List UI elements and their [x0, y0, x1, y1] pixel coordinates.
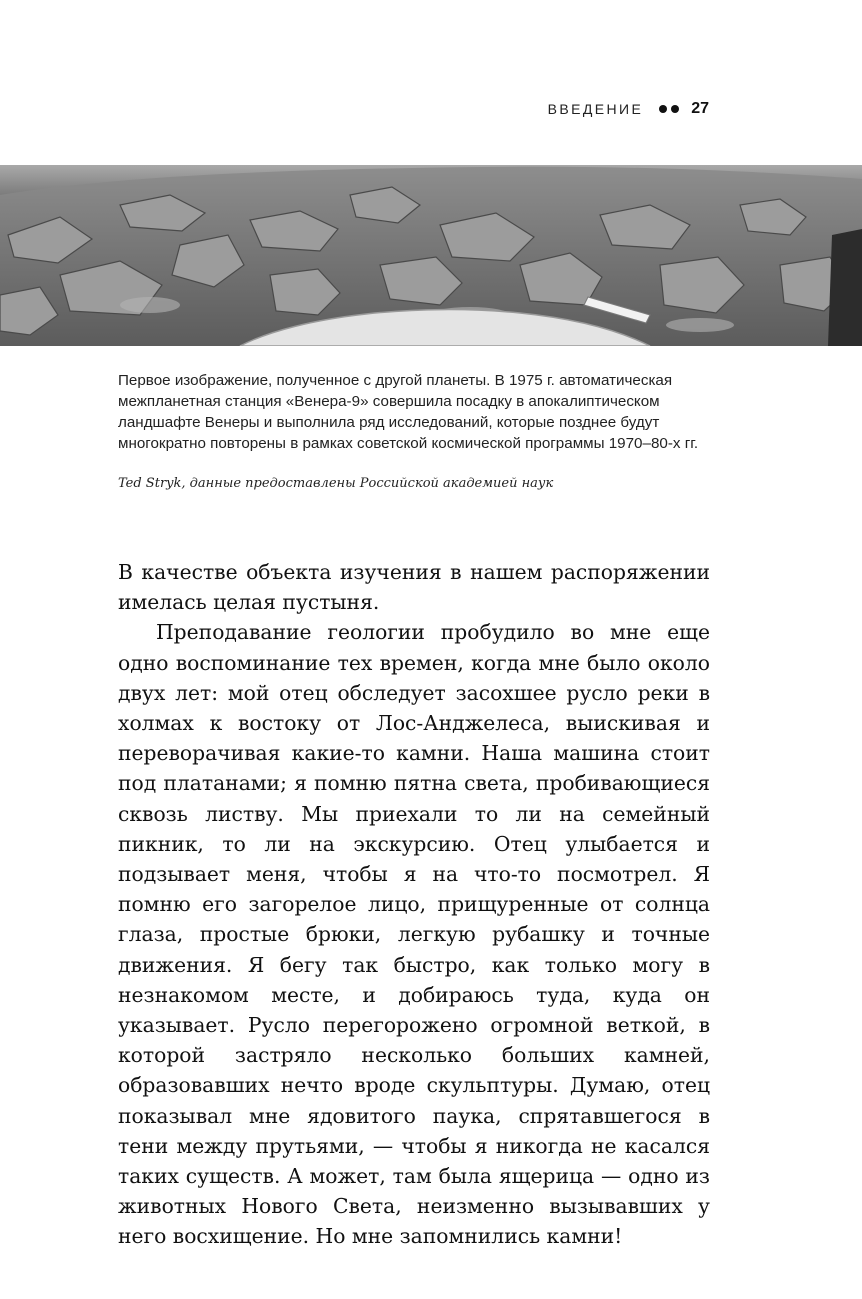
paragraph: Преподавание геологии пробудило во мне еще одно воспоминание тех времен, когда мне было около двух лет: мой отец обследует засохшее русло реки в холмах к востоку от Лос-Анджелеса, выискивая и переворачивая какие-то камни. Наша машина стоит под платанами; я помню пятна света, пробивающиеся сквозь листву. Мы приехали то ли на семейный пикник, то ли на экскурсию. Отец улыбается и подзывает меня, чтобы я на что-то посмотрел. Я помню его загорелое лицо, прищуренные от солнца глаза, простые брюки, легкую рубашку и точные движения. Я бегу так быстро, как только могу в незнакомом месте, и добираюсь туда, куда он указывает. Русло перегорожено огромной веткой, в которой застряло несколько больших камней, образовавших нечто вроде скульптуры. Думаю, отец показывал мне ядовитого паука, спрятавшегося в тени между прутьями, — чтобы я никогда не касался таких существ. А может, там была ящерица — одно из животных Нового Света, неизменно вызывавших у него восхищение. Но мне запомнились камни!: [118, 620, 710, 1249]
dot-icon: [671, 105, 679, 113]
page-number: 27: [691, 100, 709, 117]
paragraph: В качестве объекта изучения в нашем распоряжении имелась целая пустыня.: [118, 560, 710, 615]
main-text: [118, 557, 710, 1252]
venus-surface-photo: [0, 165, 862, 346]
dot-icon: [659, 105, 667, 113]
section-title: ВВЕДЕНИЕ: [547, 101, 644, 117]
header-dots-ornament: [659, 105, 679, 113]
running-header: [0, 100, 709, 118]
figure-caption: Первое изображение, полученное с другой планеты. В 1975 г. автоматическая межпланетная станция «Венера-9» совершила посадку в апокалиптическом ландшафте Венеры и выполнила ряд исследований, которые позднее будут многократно повторены в рамках советской космической программы 1970–80-х гг.: [118, 372, 699, 452]
figure-credit: Ted Stryk, данные предоставлены Российской академией наук: [118, 476, 554, 491]
